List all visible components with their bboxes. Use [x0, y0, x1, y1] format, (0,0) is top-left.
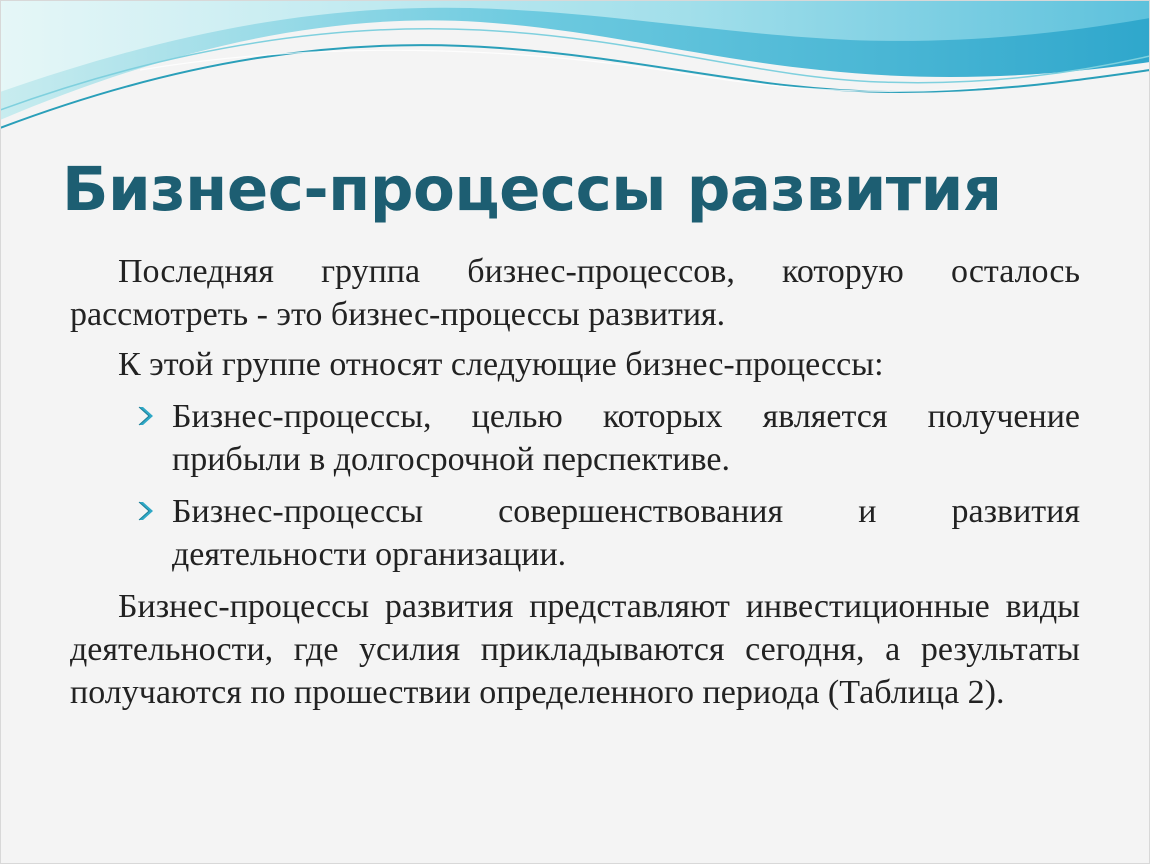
conclusion-paragraph: Бизнес-процессы развития представляют инвестиционные виды деятельности, где усилия прикладываются сегодня, а результаты получаются по прошествии определенного периода (Таблица 2).: [70, 588, 1080, 711]
chevron-right-icon: [136, 500, 158, 522]
bullet-item: [172, 395, 1080, 481]
chevron-right-icon: [136, 405, 158, 427]
bullet-text: Бизнес-процессы совершенствования и развития деятельности организации.: [172, 493, 1080, 573]
header-wave-decoration: [0, 0, 1150, 140]
bullet-text: Бизнес-процессы, целью которых является получение прибыли в долгосрочной перспективе.: [172, 398, 1080, 478]
bullet-item: [172, 490, 1080, 576]
intro-paragraph: Последняя группа бизнес-процессов, которую осталось рассмотреть - это бизнес-процессы развития.: [70, 253, 1080, 333]
lead-paragraph: К этой группе относят следующие бизнес-процессы:: [118, 346, 884, 383]
slide-title: Бизнес-процессы развития: [62, 154, 1002, 225]
slide-body: [70, 250, 1080, 721]
